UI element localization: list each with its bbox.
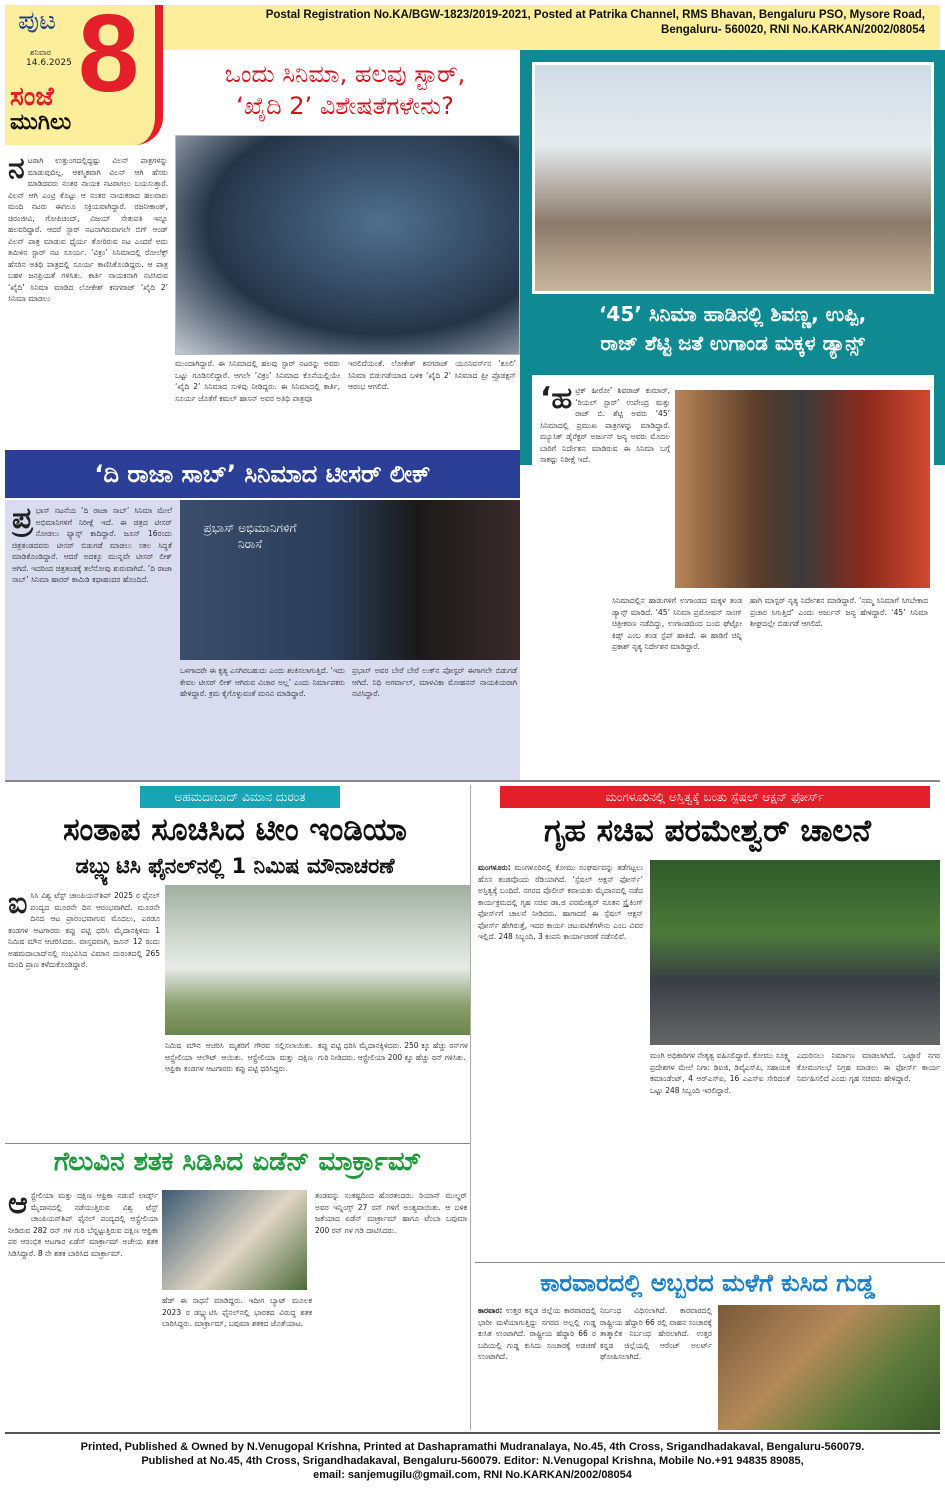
parameshwar-col-2: ಮಂಗಿ ಅಧಿಕಾರಿಗಳ ನೇತೃತ್ವ ವಹಿಸಲಿದ್ದಾರೆ. ಕೋಮು ಸೂಕ್ಷ್ಮ ಪ್ರದೇಶಗಳ ಮೇಲೆ ನಿಗಾ: ಡಿಐಜಿ, ಡಿವೈಎಸ್‌ಪಿ, ಸಹಾಯಕ ಕಮಾಂಡೆಂಟ್, 4 ಆರ್‌ಎಸ್‌ಐ, 16 ಎಎಸ್‌ಐ ಸೇರಿದಂತೆ ಒಟ್ಟು 248 ಸಿಬ್ಬಂದಿ ಇರಲಿದ್ದಾರೆ. — [650, 1051, 790, 1095]
postal-line-2: Bengaluru- 560020, RNI No.KARKAN/2002/08054 — [661, 24, 925, 36]
team-india-col-1 — [8, 890, 160, 1140]
footer-line-1: Printed, Published & Owned by N.Venugopal Krishna, Printed at Dashapramathi Mudranalaya, No.45, 4th Cross, Srigandhadakaval, Bengaluru-560079. — [80, 1441, 865, 1453]
footer-line-2: Published at No.45, 4th Cross, Srigandhadakaval, Bengaluru-560079. Editor: N.Venugopal Krishna, Mobile No.+91 94835 89085, — [141, 1455, 804, 1467]
kaidhi-col-3: ಇರಲಿದೆಯಂತೆ. ಲೋಕೇಶ್ ಕನಗರಾಜ್ ಯೂನಿವರ್ಸ್‌ನ ‘ಕೂಲಿ’ ಸಿನಿಮಾ ಬಿಡುಗಡೆಯಾದ ಬಳಿಕ ‘ಖೈದಿ 2’ ಸಿನಿಮಾದ ಪ್ರೀ ಪ್ರೊಡಕ್ಷನ್ ಆರಂಭ ಆಗಲಿದೆ. — [348, 359, 516, 391]
cricket-silence-photo — [165, 885, 470, 1035]
kaidhi-dropcap: ನ — [8, 155, 25, 186]
markram-photo — [162, 1190, 307, 1290]
team-india-headline: ಸಂತಾಪ ಸೂಚಿಸಿದ ಟೀಂ ಇಂಡಿಯಾ — [63, 812, 407, 848]
kaidhi-col-1 — [8, 155, 168, 445]
page-word: ಪುಟ — [18, 6, 57, 36]
markram-col-1 — [8, 1190, 158, 1430]
postal-registration — [170, 8, 940, 38]
raja-saab-dropcap: ಪ್ರ — [12, 505, 33, 536]
markram-headline: ಗೆಲುವಿನ ಶತಕ ಸಿಡಿಸಿದ ಏಡೆನ್ ಮಾರ್ಕ್ರಾಮ್ — [53, 1147, 422, 1177]
movie45-col-1 — [540, 385, 670, 585]
parameshwar-col-3: ಎದುರಿಸಲು ನಿರ್ಮಾಣ ಮಾಡಲಾಗಿದೆ. ಒಟ್ಟಾರೆ ನಗರ ಕೋಮುಗಲಭೆ ನಿಗ್ರಹ ಮಾಡಲು ಈ ಫೋರ್ಸ್ ಕಾರ್ಯ ನಿರ್ವಹಿಸಲಿದೆ ಎಂದು ಗೃಹ ಸಚಿವರು ಹೇಳಿದ್ದಾರೆ. — [797, 1051, 940, 1083]
raja-saab-headline: ‘ದಿ ರಾಜಾ ಸಾಬ್’ ಸಿನಿಮಾದ ಟೀಸರ್ ಲೀಕ್ — [5, 450, 520, 498]
movie45-headline-line2: ರಾಜ್ ಶೆಟ್ಟಿ ಜತೆ ಉಗಾಂಡ ಮಕ್ಕಳ ಡ್ಯಾನ್ಸ್ — [600, 331, 865, 355]
parameshwar-headline: ಗೃಹ ಸಚಿವ ಪರಮೇಶ್ವರ್ ಚಾಲನೆ — [543, 813, 872, 849]
kaidhi-headline — [170, 58, 520, 122]
karwar-dateline: ಕಾರವಾರ: — [478, 1306, 503, 1315]
footer-line-3: email: sanjemugilu@gmail.com, RNI No.KARKAN/2002/08054 — [313, 1469, 632, 1481]
team-india-kicker: ಅಹಮದಾಬಾದ್ ವಿಮಾನ ದುರಂತ — [140, 786, 340, 808]
markram-divider — [5, 1143, 470, 1144]
karwar-divider — [475, 1262, 945, 1263]
movie45-body: ಟ್ರಿಕ್ ಹೀರೋ’ ಶಿವರಾಜ್ ಕುಮಾರ್, ‘ರಿಯಲ್ ಸ್ಟಾರ್’ ಉಪೇಂದ್ರ ಮತ್ತು ರಾಜ್ ಬಿ. ಶೆಟ್ಟಿ ಅವರು ‘45’ ಸಿನಿಮಾದಲ್ಲಿ ಪ್ರಮುಖ ಪಾತ್ರಗಳನ್ನು ಮಾಡಿದ್ದಾರೆ. ಮ್ಯೂಸಿಕ್ ಡೈರೆಕ್ಟರ್ ಅರ್ಜುನ್ ಜನ್ಯ ಅವರು ಮೊದಲ ಬಾರಿಗೆ ನಿರ್ದೇಶನ ಮಾಡಿರುವ ಈ ಸಿನಿಮಾ ಬಗ್ಗೆ ಸಾಕಷ್ಟು ನಿರೀಕ್ಷೆ ಇದೆ. — [540, 386, 670, 464]
footer-rule — [5, 1432, 940, 1434]
prabhas-photo-caption: ಪ್ರಭಾಸ್ ಅಭಿಮಾನಿಗಳಿಗೆ ನಿರಾಸೆ — [203, 521, 297, 551]
parameshwar-dateline: ಮಂಗಳೂರು: — [478, 863, 511, 872]
team-india-dropcap: ಐ — [8, 890, 28, 921]
issue-date: 14.6.2025 — [26, 58, 72, 68]
kaidhi-col-2: ಮುಂದಾಗಿದ್ದಾರೆ. ಈ ಸಿನಿಮಾದಲ್ಲಿ ಹಲವು ಸ್ಟಾರ್ ನಟರನ್ನು ಅವರು ಒಟ್ಟು ಗೂಡಿಸಲಿದ್ದಾರೆ. ಆಗಲೇ ‘ವಿಕ್ರಂ’ ಸಿನಿಮಾದ ಕೊನೆಯಲ್ಲಿಯೇ ‘ಖೈದಿ 2’ ಸಿನಿಮಾದ ಸುಳಿವು ನೀಡಿದ್ದರು. ಈ ಸಿನಿಮಾದಲ್ಲಿ ಕಾರ್ತಿ, ಸೂರ್ಯ ಜೊತೆಗೆ ಕಮಲ್ ಹಾಸನ್ ಅವರ ಅತಿಥಿ ಪಾತ್ರವೂ — [175, 359, 340, 403]
parameshwar-body: ಮಂಗಳೂರಿನಲ್ಲಿ ಕೋಮು ಸಂಘರ್ಷವನ್ನು ತಡೆಗಟ್ಟಲು ಹೊಸ ತಂಡವೊಂದು ರೆಡಿಯಾಗಿದೆ. ‘ಸ್ಪೆಷಲ್ ಆಕ್ಷನ್ ಫೋರ್ಸ್’ ಅಸ್ತಿತ್ವಕ್ಕೆ ಬಂದಿದೆ. ನಗರದ ಪೊಲೀಸ್ ಕವಾಯತು ಮೈದಾನದಲ್ಲಿ ನಡೆದ ಕಾರ್ಯಕ್ರಮದಲ್ಲಿ ಗೃಹ ಸಚಿವ ಡಾ.ಜಿ ಪರಮೇಶ್ವರ್ ನೂತನ ಸ್ಟ್ರೈಕಿಂಗ್ ಫೋರ್ಸ್‌ಗೆ ಚಾಲನೆ ನೀಡಿದರು. ಹಾಗಾದರೆ ಈ ಸ್ಪೆಷಲ್ ಆಕ್ಷನ್ ಫೋರ್ಸ್ ಹೇಗಿರುತ್ತೆ, ಇದರ ಕಾರ್ಯ ಚಟುವಟಿಕೆಗಳೇನು ಎಂಬ ವಿವರ ಇಲ್ಲಿದೆ. 248 ಸಿಬ್ಬಂದಿ, 3 ಕಂಪನಿ ಕಾರ್ಯಾಚರಣೆ ನಡೆಸಲಿವೆ. — [478, 863, 643, 941]
section-divider — [5, 780, 940, 782]
movie45-headline-line1: ‘45’ ಸಿನಿಮಾ ಹಾಡಿನಲ್ಲಿ ಶಿವಣ್ಣ, ಉಪ್ಪಿ, — [598, 302, 867, 326]
postal-line-1: Postal Registration No.KA/BGW-1823/2019-2021, Posted at Patrika Channel, RMS Bhavan, Bengaluru PSO, Mysore Road, — [265, 9, 925, 21]
parameshwar-kicker: ಮಂಗಳೂರಿನಲ್ಲಿ ಅಸ್ತಿತ್ವಕ್ಕೆ ಬಂತು ಸ್ಪೆಷಲ್ ಆಕ್ಷನ್ ಫೋರ್ಸ್ — [500, 786, 930, 808]
raja-saab-col-1 — [12, 505, 172, 770]
karwar-col-1 — [478, 1305, 596, 1430]
markram-col-3: ತಂಡವನ್ನು ಸಂಕಷ್ಟದಿಂದ ಹೊರತಂದರು. ರಿಯಾನ್ ಮುಲ್ಡರ್ ಅವರ ಇನ್ನಿಂಗ್ಸ್ 27 ರನ್ ಗಳಿಗೆ ಅಂತ್ಯವಾಯಿತು. ಆ ಬಳಿಕ ಜತೆಯಾದ ಏಡೆನ್ ಮಾರ್ಕ್ರಾಮ್ ಹಾಗೂ ಟೆಂಬಾ ಬವುಮಾ 200 ರನ್ ಗಳ ಗಡಿ ದಾಟಿಸಿದರು. — [315, 1191, 467, 1235]
karwar-body: ಉತ್ತರ ಕನ್ನಡ ಜಿಲ್ಲೆಯ ಕಾರವಾರದಲ್ಲಿ ಭಾರೀ ಮಳೆಯಾಗುತ್ತಿದ್ದು ನಗರದ ಅಲ್ಲಲ್ಲಿ ಗುಡ್ಡ ಕುಸಿತ ಉಂಟಾಗಿದೆ. ರಾಷ್ಟ್ರೀಯ ಹೆದ್ದಾರಿ 66 ರ ಬದಿಯಲ್ಲಿ ಗುಡ್ಡ ಕುಸಿದು ಸಂಚಾರಕ್ಕೆ ಅಡಚಣೆ ಉಂಟಾಗಿದೆ. — [478, 1306, 596, 1361]
movie45-headline — [525, 300, 940, 358]
karwar-headline: ಕಾರವಾರದಲ್ಲಿ ಅಬ್ಬರದ ಮಳೆಗೆ ಕುಸಿದ ಗುಡ್ಡ — [540, 1269, 875, 1297]
kaidhi-photo — [175, 135, 520, 355]
raja-saab-col-3: ಪ್ರಭಾಸ್ ಅವರ ಬೇರೆ ಬೇರೆ ಲುಕ್‌ನ ಪೋಸ್ಟರ್ ಈಗಾಗಲೇ ಬಿಡುಗಡೆ ಆಗಿದೆ. ನಿಧಿ ಅಗರ್ವಾಲ್, ಮಾಳವಿಕಾ ಮೋಹನನ್ ನಾಯಕಿಯರಾಗಿ ನಟಿಸಿದ್ದಾರೆ. — [352, 666, 517, 698]
team-india-body: ಸಿಸಿ ವಿಶ್ವ ಟೆಸ್ಟ್ ಚಾಂಪಿಯನ್‌ಶಿಪ್ 2025 ರ ಫೈನಲ್ ಪಂದ್ಯದ ಮೂರನೇ ದಿನ ಆರಂಭವಾಗಿದೆ. ಮೂರನೇ ದಿನದ ಆಟ ಪ್ರಾರಂಭವಾಗುವ ಮೊದಲು, ಎರಡೂ ತಂಡಗಳ ಆಟಗಾರರು ಕಪ್ಪು ಪಟ್ಟಿ ಧರಿಸಿ ಮೈದಾನಕ್ಕಿಳಿದು 1 ನಿಮಿಷ ಮೌನ ಆಚರಿಸಿದರು. ವಾಸ್ತವವಾಗಿ, ಜೂನ್ 12 ರಂದು ಅಹಮದಾಬಾದ್‌ನಲ್ಲಿ ಸಂಭವಿಸಿದ ವಿಮಾನ ದುರಂತದಲ್ಲಿ 265 ಮಂದಿ ಪ್ರಾಣ ಕಳೆದುಕೊಂಡಿದ್ದಾರೆ. — [8, 891, 160, 969]
markram-col-2: ಹೆಡ್ ಈ ಸಾಧನೆ ಮಾಡಿದ್ದರು. ಇದೀಗ ಬ್ಯಾಟ್ ಮೂಲಕ 2023 ರ ಡಬ್ಲ್ಯುಟಿಸಿ ಫೈನಲ್‌ನಲ್ಲಿ ಭಾರತದ ವಿರುದ್ಧ ಶತಕ ಬಾರಿಸಿದ್ದರು. ಮಾರ್ಕ್ರಾಮ್, ಬವುಮಾ ಶತಕದ ಜೊತೆಯಾಟ. — [162, 1296, 312, 1328]
kaidhi-headline-line1: ಒಂದು ಸಿನಿಮಾ, ಹಲವು ಸ್ಟಾರ್, — [224, 60, 466, 88]
movie45-col-3: ಹಾಗಿ ಮಾಸ್ಟರ್ ನೃತ್ಯ ನಿರ್ದೇಶನ ಮಾಡಿದ್ದಾರೆ. ‘ನಮ್ಮ ಸಿನಿಮಾಗೆ ಸಿಗಬೇಕಾದ ಪ್ರಚಾರ ಸಿಗುತ್ತಿದೆ’ ಎಂದು ಅರ್ಜುನ್ ಜನ್ಯ ಹೇಳಿದ್ದಾರೆ. ‘45’ ಸಿನಿಮಾ ಶೀಘ್ರದಲ್ಲೇ ಬಿಡುಗಡೆ ಆಗಲಿದೆ. — [750, 596, 928, 628]
police-force-photo — [650, 860, 940, 1045]
kaidhi-body: ಟರಾಗಿ ಉತ್ತುಂಗದಲ್ಲಿದ್ದಷ್ಟು ವಿಲನ್ ಪಾತ್ರಗಳನ್ನು ಮಾಡುವುದಿಲ್ಲ. ಆಕಸ್ಮಿಕವಾಗಿ ವಿಲನ್ ಆಗಿ ಹೆಸರು ಮಾಡಿದವರು ನಂತರ ನಾಯಕ ನಟರಾಗಲು ಬಯಸುತ್ತಾರೆ. ವಿಲನ್ ಆಗಿ ಎಂಟ್ರಿ ಕೊಟ್ಟು ಆ ನಂತರ ನಾಯಕರಾದ ಹಲವಾರು ಮಂದಿ ನಟರು ಈಗಲೂ ಸಕ್ರಿಯವಾಗಿದ್ದಾರೆ. ರಜನೀಕಾಂತ್, ಚಿರಂಜೀವಿ, ಗೋಪಿಚಂದ್, ವಿಜಯ್ ಸೇತುಪತಿ ಇನ್ನೂ ಹಲವರಿದ್ದಾರೆ. ಆದರೆ ಸ್ಟಾರ್ ನಟನಾಗಿರುವಾಗಲೇ ಬಿಗ್ ಆಂಡ್ ವಿಲನ್ ಪಾತ್ರ ಮಾಡುವ ಧೈರ್ಯ ತೋರಿರುವ ನಟ ಎಂದರೆ ಅದು ತಮಿಳಿನ ಸ್ಟಾರ್ ನಟ ಸೂರ್ಯ. ‘ವಿಕ್ರಂ’ ಸಿನಿಮಾದಲ್ಲಿ ರೋಲೆಕ್ಸ್ ಹೆಸರಿನ ಅತಿಥಿ ಪಾತ್ರದಲ್ಲಿ ಸೂರ್ಯ ಕಾಣಿಸಿಕೊಂಡಿದ್ದರು. ಆ ಪಾತ್ರ ಬಹಳ ಜನಪ್ರಿಯತೆ ಗಳಿಸಿತು. ಕಾರ್ತಿ ನಾಯಕನಾಗಿ ನಟಿಸಿರುವ ‘ಖೈದಿ’ ಸಿನಿಮಾ ಮಾಡಿದ ಲೋಕೇಶ್ ಕನಗರಾಜ್ ‘ಖೈದಿ 2’ ಸಿನಿಮಾ ಮಾಡಲು — [8, 156, 168, 303]
raja-saab-body: ಭಾಸ್ ನಟನೆಯ ‘ದಿ ರಾಜಾ ಸಾಬ್’ ಸಿನಿಮಾ ಮೇಲೆ ಅಭಿಮಾನಿಗಳಿಗೆ ನಿರೀಕ್ಷೆ ಇದೆ. ಈ ಚಿತ್ರದ ಟೀಸರ್ ನೋಡಲು ಫ್ಯಾನ್ಸ್ ಕಾದಿದ್ದಾರೆ. ಜೂನ್ 16ರಂದು ಚಿತ್ರತಂಡದವರು ಟೀಸರ್ ಬಿಡುಗಡೆ ಮಾಡಲು ಸಕಲ ಸಿದ್ಧತೆ ಮಾಡಿಕೊಂಡಿದ್ದಾರೆ. ಆದರೆ ಅದಕ್ಕೂ ಮುನ್ನವೇ ಟೀಸರ್ ಲೀಕ್ ಆಗಿದೆ. ಇದರಿಂದ ಚಿತ್ರತಂಡಕ್ಕೆ ತಲೆನೋವು ಶುರುವಾಗಿದೆ. ‘ದಿ ರಾಜಾ ಸಾಬ್’ ಸಿನಿಮಾ ಹಾರರ್ ಕಾಮಿಡಿ ಕಥಾಹಂದರ ಹೊಂದಿದೆ. — [12, 506, 172, 584]
team-india-subhead: ಡಬ್ಲ್ಯುಟಿಸಿ ಫೈನಲ್‌ನಲ್ಲಿ 1 ನಿಮಿಷ ಮೌನಾಚರಣೆ — [75, 854, 395, 878]
weekday: ಶನಿವಾರ — [30, 48, 52, 57]
team-india-col-2: ನಿಮಿಷ ಮೌನ ಆಚರಿಸಿ ಮೃತರಿಗೆ ಗೌರವ ಸಲ್ಲಿಸಲಾಯಿತು. ಆಸ್ಟ್ರೇಲಿಯಾ ಆಲೌಟ್ ಆಯಿತು. ಆಸ್ಟ್ರೇಲಿಯಾ ಮತ್ತು ದಕ್ಷಿಣ ಆಫ್ರಿಕಾ ತಂಡಗಳ ಆಟಗಾರರು ಕಪ್ಪು ಪಟ್ಟಿ ಧರಿಸಿದ್ದರು. — [165, 1041, 313, 1073]
markram-dropcap: ಆ — [8, 1190, 28, 1221]
column-divider — [470, 785, 471, 1430]
page-number: 8 — [78, 0, 140, 115]
brand-sanje: ಸಂಜೆ — [10, 82, 54, 112]
uganda-kids-photo — [532, 62, 934, 294]
imprint-footer — [5, 1440, 940, 1482]
parameshwar-col-1 — [478, 862, 643, 1257]
karwar-col-2: ನಿರ್ಬಂಧ ವಿಧಿಸಲಾಗಿದೆ. ಕಾರವಾರದಲ್ಲಿ ರಾಷ್ಟ್ರೀಯ ಹೆದ್ದಾರಿ 66 ರಲ್ಲಿ ವಾಹನ ಸಂಚಾರಕ್ಕೆ ತಾತ್ಕಾಲಿಕ ನಿರ್ಬಂಧ ಹೇರಲಾಗಿದೆ. ಉತ್ತರ ಕನ್ನಡ ಜಿಲ್ಲೆಯಲ್ಲಿ ಆರೆಂಜ್ ಅಲರ್ಟ್ ಘೋಷಿಸಲಾಗಿದೆ. — [600, 1306, 712, 1361]
team-india-col-3: ಕಪ್ಪು ಪಟ್ಟಿ ಧರಿಸಿ ಮೈದಾನಕ್ಕಿಳಿದರು. 250 ಕ್ಕೂ ಹೆಚ್ಚು ರನ್‌ಗಳ ಗುರಿ ನೀಡಿದರು. ಆಸ್ಟ್ರೇಲಿಯಾ 200 ಕ್ಕೂ ಹೆಚ್ಚು ರನ್ ಗಳಿಸಿತು. — [318, 1041, 468, 1062]
markram-body: ಸ್ಟ್ರೇಲಿಯಾ ಮತ್ತು ದಕ್ಷಿಣ ಆಫ್ರಿಕಾ ನಡುವೆ ಲಾರ್ಡ್ಸ್ ಮೈದಾನದಲ್ಲಿ ನಡೆಯುತ್ತಿರುವ ವಿಶ್ವ ಟೆಸ್ಟ್ ಚಾಂಪಿಯನ್‌ಶಿಪ್ ಫೈನಲ್ ಪಂದ್ಯದಲ್ಲಿ ಆಸ್ಟ್ರೇಲಿಯಾ ನೀಡಿರುವ 282 ರನ್ ಗಳ ಗುರಿ ಬೆನ್ನಟ್ಟುತ್ತಿರುವ ದಕ್ಷಿಣ ಆಫ್ರಿಕಾ ಪರ ಆರಂಭಿಕ ಆಟಗಾರ ಏಡೆನ್ ಮಾರ್ಕ್ರಾಮ್ ಅಜೇಯ ಶತಕ ಸಿಡಿಸಿದ್ದಾರೆ. 8 ನೇ ಶತಕ ಬಾರಿಸಿದ ಮಾರ್ಕ್ರಾಮ್. — [8, 1191, 158, 1258]
brand-mugilu: ಮುಗಿಲು — [10, 110, 72, 135]
movie45-dropcap: ‘ಹ — [540, 385, 573, 416]
movie45-poster — [675, 390, 930, 588]
movie45-col-2: ಸಿನಿಮಾದಲ್ಲಿನ ಹಾಡುಗಳಿಗೆ ಉಗಾಂಡದ ಮಕ್ಕಳ ತಂಡ ಡ್ಯಾನ್ಸ್ ಮಾಡಿದೆ. ‘45’ ಸಿನಿಮಾ ಪ್ರಮೋಷನ್ ಸಾಂಗ್ ಚಿತ್ರೀಕರಣ ನಡೆದಿದ್ದು, ಉಗಾಂಡದಿಂದ ಬಂದ ಘೆಟ್ಟೋ ಕಿಡ್ಸ್ ಎಂಬ ತಂಡ ಸ್ಟೆಪ್ ಹಾಕಿದೆ. ಈ ಹಾಡಿಗೆ ಚಿನ್ನಿ ಪ್ರಕಾಶ್ ನೃತ್ಯ ನಿರ್ದೇಶನ ಮಾಡಿದ್ದಾರೆ. — [612, 596, 742, 651]
kaidhi-headline-line2: ‘ಖೈದಿ 2’ ವಿಶೇಷತೆಗಳೇನು? — [236, 92, 454, 120]
landslide-photo — [718, 1305, 940, 1430]
raja-saab-col-2: ಒಳಗಾದರೇ ಈ ಕೃತ್ಯ ಎಸಗಿರಬಹುದು ಎಂದು ಶಂಕಿಸಲಾಗುತ್ತಿದೆ. ‘ಇದು ಕೇವಲ ಟೀಸರ್ ಲೀಕ್ ಆಗಿರುವ ವಿಚಾರ ಅಲ್ಲ’ ಎಂದು ನಿರ್ಮಾಪಕರು ಹೇಳಿದ್ದಾರೆ. ಕ್ರಮ ಕೈಗೊಳ್ಳುವಂತೆ ಮನವಿ ಮಾಡಿದ್ದಾರೆ. — [180, 666, 345, 698]
